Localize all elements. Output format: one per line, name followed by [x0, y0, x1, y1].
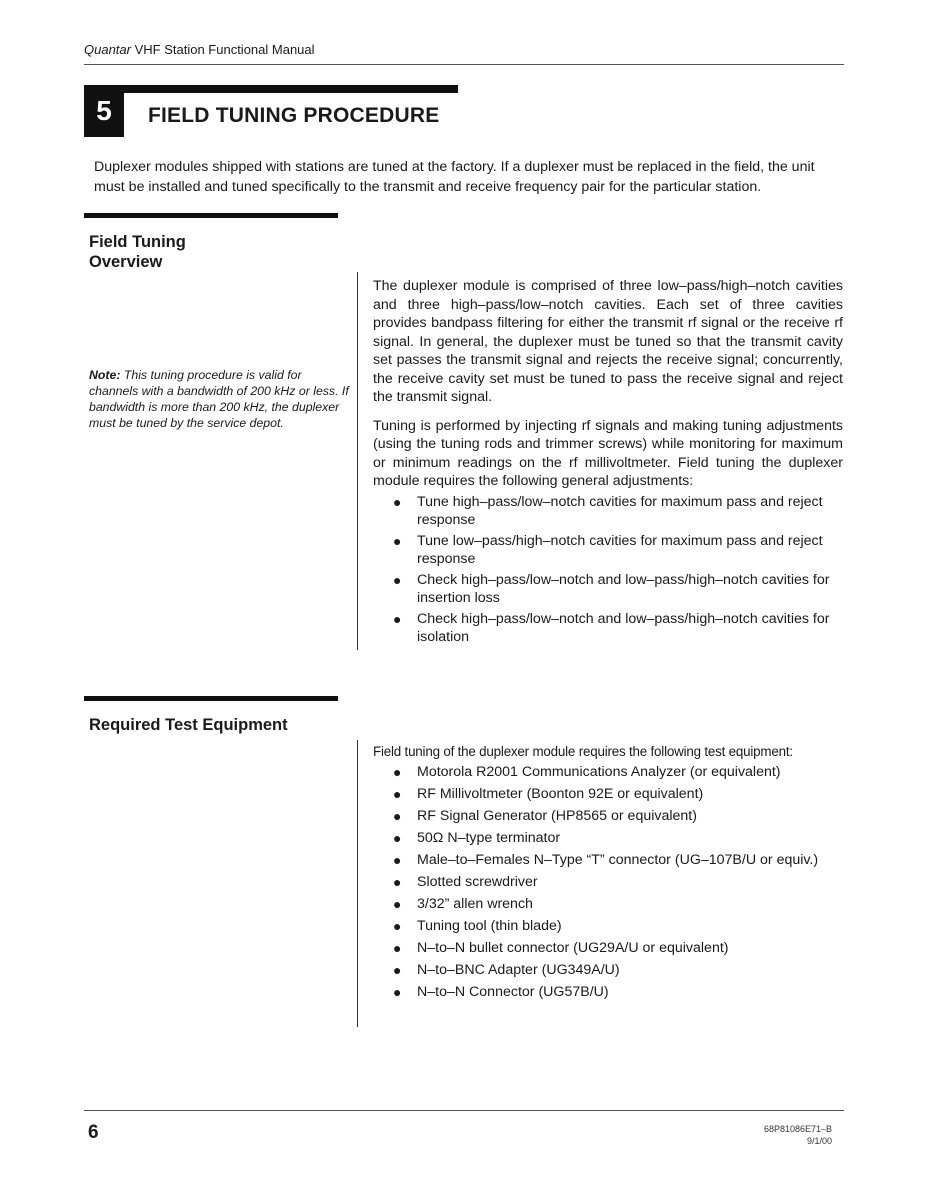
bullet-icon: ● [393, 874, 402, 890]
bullet-icon: ● [393, 786, 402, 802]
bullet-icon: ● [393, 918, 402, 934]
bullet-icon: ● [393, 610, 402, 627]
doc-number: 68P81086E71–B [763, 1124, 832, 1134]
equipment-intro: Field tuning of the duplexer module requires the following test equipment: [373, 744, 793, 759]
doc-date: 9/1/00 [806, 1136, 832, 1146]
note-text: This tuning procedure is valid for channels with a bandwidth of 200 kHz or less. If bandwidth is more than 200 kHz, the duplexer must be tuned by the service depot. [89, 368, 349, 430]
list-item [373, 829, 843, 848]
list-item [373, 493, 843, 530]
running-header [84, 42, 315, 57]
bullet-icon: ● [393, 808, 402, 824]
column-divider [357, 272, 358, 650]
list-item-text: 3/32” allen wrench [417, 896, 533, 912]
bullet-icon: ● [393, 830, 402, 846]
section-title-overview [89, 232, 186, 272]
bullet-icon: ● [393, 940, 402, 956]
footer-divider [84, 1110, 844, 1111]
section-bar-overview [84, 213, 338, 218]
list-item [373, 763, 843, 782]
note-label: Note: [89, 368, 121, 382]
section-title-equipment: Required Test Equipment [89, 716, 288, 734]
adjustment-list [373, 493, 843, 647]
list-item [373, 983, 843, 1002]
bullet-icon: ● [393, 764, 402, 780]
list-item [373, 851, 843, 870]
bullet-icon: ● [393, 493, 402, 510]
list-item-text: Male–to–Females N–Type “T” connector (UG–107B/U or equiv.) [417, 852, 819, 868]
list-item-text: N–to–BNC Adapter (UG349A/U) [417, 962, 620, 978]
list-item [373, 961, 843, 980]
list-item [373, 571, 843, 608]
chapter-number: 5 [96, 95, 112, 126]
document-id [730, 1123, 832, 1147]
overview-paragraph: The duplexer module is comprised of three low–pass/high–notch cavities and three high–pass/low–notch cavities. Each set of three cavities provides bandpass filtering for either the transmit rf signal or the receive rf signal. In general, the duplexer must be tuned so that the transmit cavity set passes the transmit signal and rejects the receive signal; concurrently, the receive cavity set must be tuned to pass the receive signal and reject the transmit signal. [373, 278, 843, 405]
header-divider [84, 64, 844, 65]
list-item [373, 610, 843, 647]
equipment-body [373, 741, 843, 1005]
list-item [373, 873, 843, 892]
list-item-text: Motorola R2001 Communications Analyzer (or equivalent) [417, 764, 781, 780]
column-divider [357, 740, 358, 1027]
intro-paragraph: Duplexer modules shipped with stations are tuned at the factory. If a duplexer must be replaced in the field, the unit must be installed and tuned specifically to the transmit and receive frequency pair for the particular station. [94, 159, 815, 195]
section-title-line: Overview [89, 253, 163, 271]
bullet-icon: ● [393, 962, 402, 978]
list-item [373, 939, 843, 958]
list-item-text: Slotted screwdriver [417, 874, 538, 890]
chapter-top-bar [84, 85, 458, 93]
bullet-icon: ● [393, 532, 402, 549]
section-title-line: Field Tuning [89, 233, 186, 251]
equipment-list [373, 763, 843, 1002]
bullet-icon: ● [393, 852, 402, 868]
section-bar-equipment [84, 696, 338, 701]
list-item [373, 532, 843, 569]
chapter-title: FIELD TUNING PROCEDURE [148, 104, 440, 127]
bullet-icon: ● [393, 984, 402, 1000]
list-item [373, 785, 843, 804]
list-item [373, 807, 843, 826]
bullet-icon: ● [393, 571, 402, 588]
list-item-text: N–to–N Connector (UG57B/U) [417, 984, 609, 1000]
product-name: Quantar [84, 42, 131, 57]
list-item-text: Tune low–pass/high–notch cavities for maximum pass and reject response [417, 532, 823, 567]
list-item-text: RF Millivoltmeter (Boonton 92E or equivalent) [417, 786, 704, 802]
list-item [373, 895, 843, 914]
list-item [373, 917, 843, 936]
list-item-text: N–to–N bullet connector (UG29A/U or equivalent) [417, 940, 729, 956]
overview-body [373, 277, 843, 647]
manual-title: VHF Station Functional Manual [130, 42, 315, 57]
list-item-text: RF Signal Generator (HP8565 or equivalent) [417, 808, 697, 824]
page-number: 6 [88, 1122, 99, 1143]
bullet-icon: ● [393, 896, 402, 912]
list-item-text: Check high–pass/low–notch and low–pass/high–notch cavities for isolation [417, 610, 830, 645]
list-item-text: Check high–pass/low–notch and low–pass/high–notch cavities for insertion loss [417, 571, 830, 606]
chapter-number-box [84, 85, 124, 137]
list-item-text: 50Ω N–type terminator [417, 830, 561, 846]
overview-paragraph: Tuning is performed by injecting rf signals and making tuning adjustments (using the tuning rods and trimmer screws) while monitoring for maximum or minimum readings on the rf millivoltmeter. Field tuning the duplexer module requires the following general adjustments: [373, 417, 843, 489]
list-item-text: Tuning tool (thin blade) [417, 918, 562, 934]
side-note [89, 367, 353, 431]
list-item-text: Tune high–pass/low–notch cavities for maximum pass and reject response [417, 493, 823, 528]
